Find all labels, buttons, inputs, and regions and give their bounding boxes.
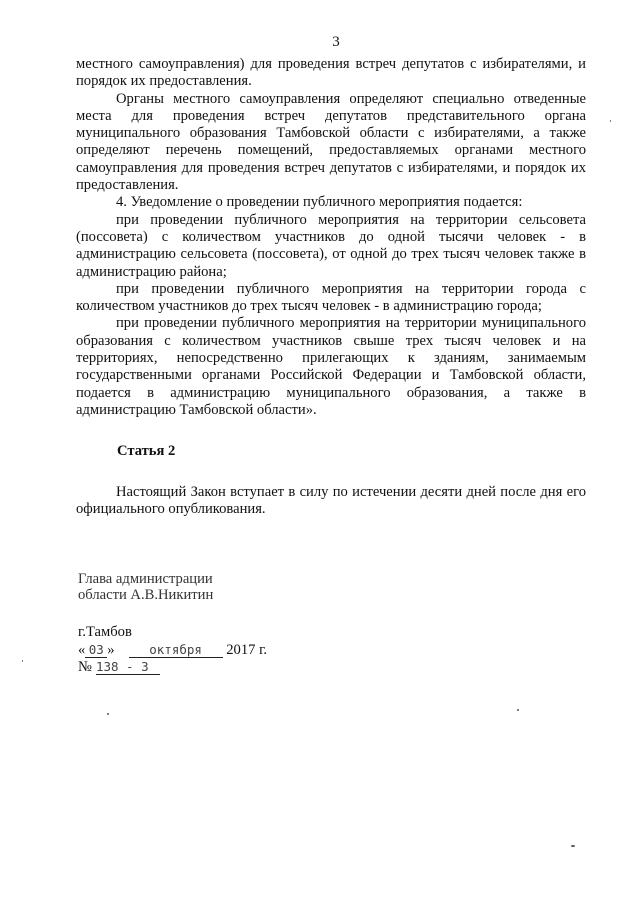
scan-speck bbox=[610, 120, 611, 122]
open-quote: « bbox=[78, 641, 86, 658]
paragraph: при проведении публичного мероприятия на территории муниципального образования с количеством участников свыше трех тысяч человек и на территориях, непосредственно прилегающих к зданиям, занимаемым государственными органами Российской Федерации и Тамбовской области, подается в администрацию муниципального образования, а также в администрацию Тамбовской области». bbox=[76, 315, 586, 418]
paragraph: при проведении публичного мероприятия на территории сельсовета (поссовета) с количеством участников до одной тысячи человек - в администрацию сельсовета (поссовета), от одной до трех тысяч человек также в администрацию района; bbox=[76, 211, 586, 280]
date-year: 2017 г. bbox=[226, 641, 268, 658]
close-quote: » bbox=[107, 641, 115, 658]
scan-speck bbox=[22, 660, 23, 662]
article-text bbox=[76, 484, 586, 519]
date-month: октября bbox=[129, 643, 223, 658]
number-line bbox=[78, 659, 267, 677]
date-line bbox=[78, 642, 267, 660]
number-label: № bbox=[78, 659, 92, 675]
paragraph: Настоящий Закон вступает в силу по истечении десяти дней после дня его официального опубликования. bbox=[76, 484, 586, 518]
city: г.Тамбов bbox=[78, 624, 132, 640]
signature-block bbox=[78, 571, 213, 603]
scan-speck bbox=[107, 713, 109, 715]
body-text bbox=[76, 56, 586, 419]
signature-name: области А.В.Никитин bbox=[78, 587, 214, 603]
scan-speck bbox=[571, 845, 575, 847]
article-heading: Статья 2 bbox=[117, 443, 176, 459]
date-day: 03 bbox=[85, 643, 107, 658]
paragraph: Органы местного самоуправления определяют специально отведенные места для проведения встреч депутатов представительного органа муниципального образования Тамбовской области с избирателями, а также определяют перечень помещений, предоставляемых органами местного самоуправления для проведения встреч депутатов с избирателями, и порядок их предоставления. bbox=[76, 90, 586, 194]
paragraph: местного самоуправления) для проведения встреч депутатов с избирателями, и порядок их предоставления. bbox=[76, 56, 586, 90]
signature-title: Глава администрации bbox=[78, 571, 213, 587]
place-date-block bbox=[78, 624, 267, 677]
page-number: 3 bbox=[332, 34, 340, 50]
scan-speck bbox=[517, 709, 519, 711]
paragraph: 4. Уведомление о проведении публичного мероприятия подается: bbox=[116, 194, 523, 211]
document-number: 138 - З bbox=[96, 660, 160, 675]
paragraph: при проведении публичного мероприятия на территории города с количеством участников до трех тысяч человек - в администрацию города; bbox=[76, 280, 586, 315]
